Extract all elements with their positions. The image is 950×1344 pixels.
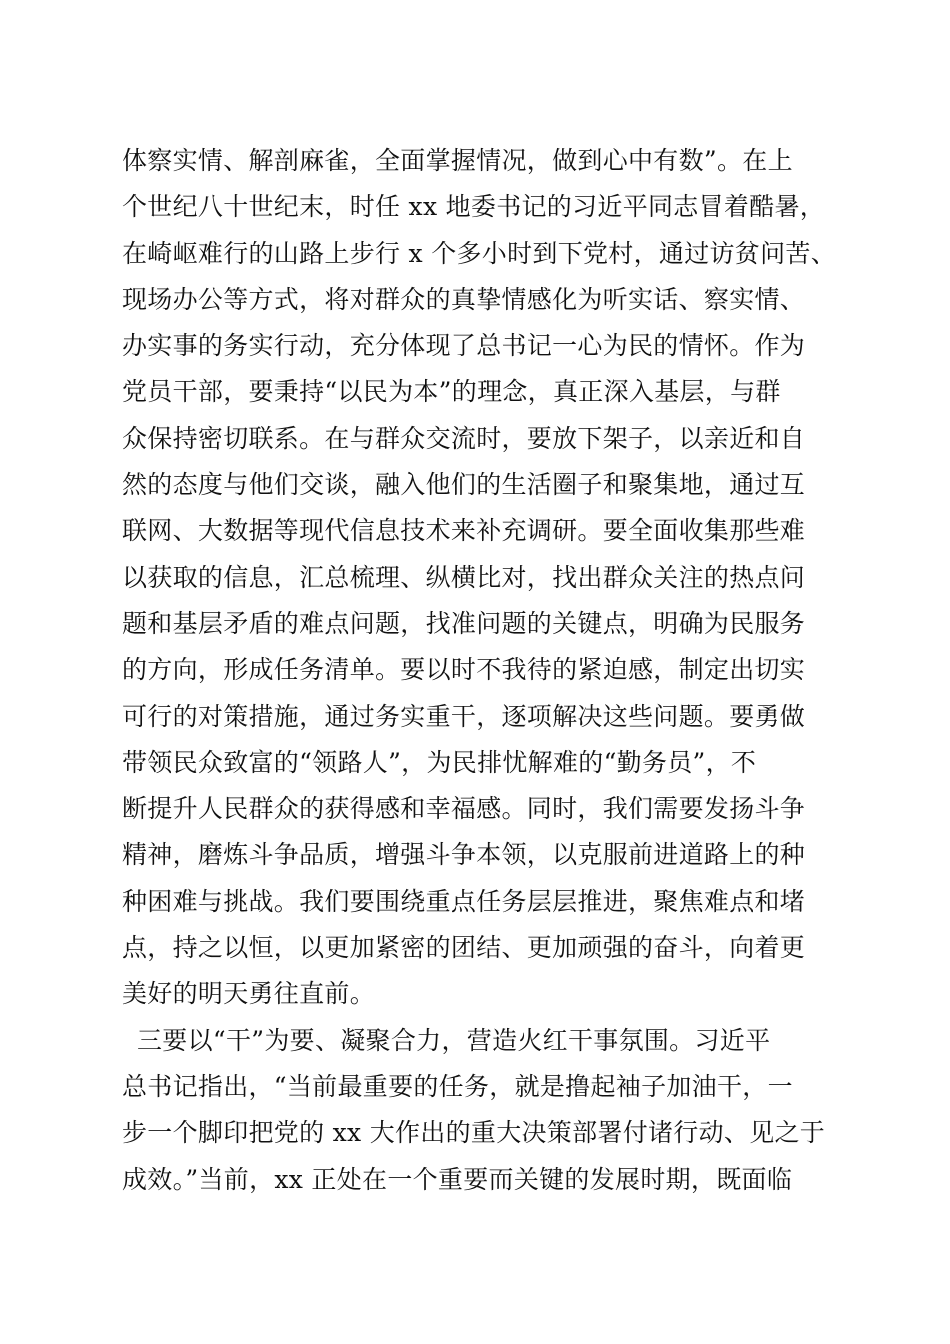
text-line: 然的态度与他们交谈，融入他们的生活圈子和聚集地，通过互 — [122, 470, 806, 500]
text-line: 众保持密切联系。在与群众交流时，要放下架子，以亲近和自 — [122, 423, 806, 453]
text-line: 在崎岖难行的山路上步行 x 个多小时到下党村，通过访贫问苦、 — [122, 238, 836, 268]
text-line: 联网、大数据等现代信息技术来补充调研。要全面收集那些难 — [122, 516, 806, 546]
text-line: 体察实情、解剖麻雀，全面掌握情况，做到心中有数”。在上 — [122, 146, 793, 175]
paragraph-start-line: 三要以“干”为要、凝聚合力，营造火红干事氛围。习近平 — [137, 1025, 771, 1055]
text-line: 的方向，形成任务清单。要以时不我待的紧迫感，制定出切实 — [122, 655, 806, 685]
text-line: 党员干部，要秉持“以民为本”的理念，真正深入基层，与群 — [122, 377, 781, 407]
text-line: 成效。”当前，xx 正处在一个重要而关键的发展时期，既面临 — [122, 1164, 793, 1194]
text-line: 现场办公等方式，将对群众的真挚情感化为听实话、察实情、 — [122, 284, 806, 314]
text-line: 精神，磨炼斗争品质，增强斗争本领，以克服前进道路上的种 — [122, 840, 806, 870]
text-line: 办实事的务实行动，充分体现了总书记一心为民的情怀。作为 — [122, 331, 806, 361]
text-line: 以获取的信息，汇总梳理、纵横比对，找出群众关注的热点问 — [122, 562, 806, 592]
text-line: 可行的对策措施，通过务实重干，逐项解决这些问题。要勇做 — [122, 701, 806, 731]
text-line: 种困难与挑战。我们要围绕重点任务层层推进，聚焦难点和堵 — [122, 886, 806, 916]
text-line: 个世纪八十世纪末，时任 xx 地委书记的习近平同志冒着酷暑， — [122, 192, 826, 222]
text-line: 断提升人民群众的获得感和幸福感。同时，我们需要发扬斗争 — [122, 794, 806, 824]
text-line: 带领民众致富的“领路人”，为民排忧解难的“勤务员”，不 — [122, 747, 757, 777]
text-line: 点，持之以恒，以更加紧密的团结、更加顽强的奋斗，向着更 — [122, 933, 806, 963]
text-line: 题和基层矛盾的难点问题，找准问题的关键点，明确为民服务 — [122, 608, 806, 638]
text-line: 总书记指出，“当前最重要的任务，就是撸起袖子加油干，一 — [122, 1071, 793, 1101]
body-text — [122, 138, 842, 1203]
text-line: 步一个脚印把党的 xx 大作出的重大决策部署付诸行动、见之于 — [122, 1118, 826, 1148]
text-line: 美好的明天勇往直前。 — [122, 979, 376, 1009]
